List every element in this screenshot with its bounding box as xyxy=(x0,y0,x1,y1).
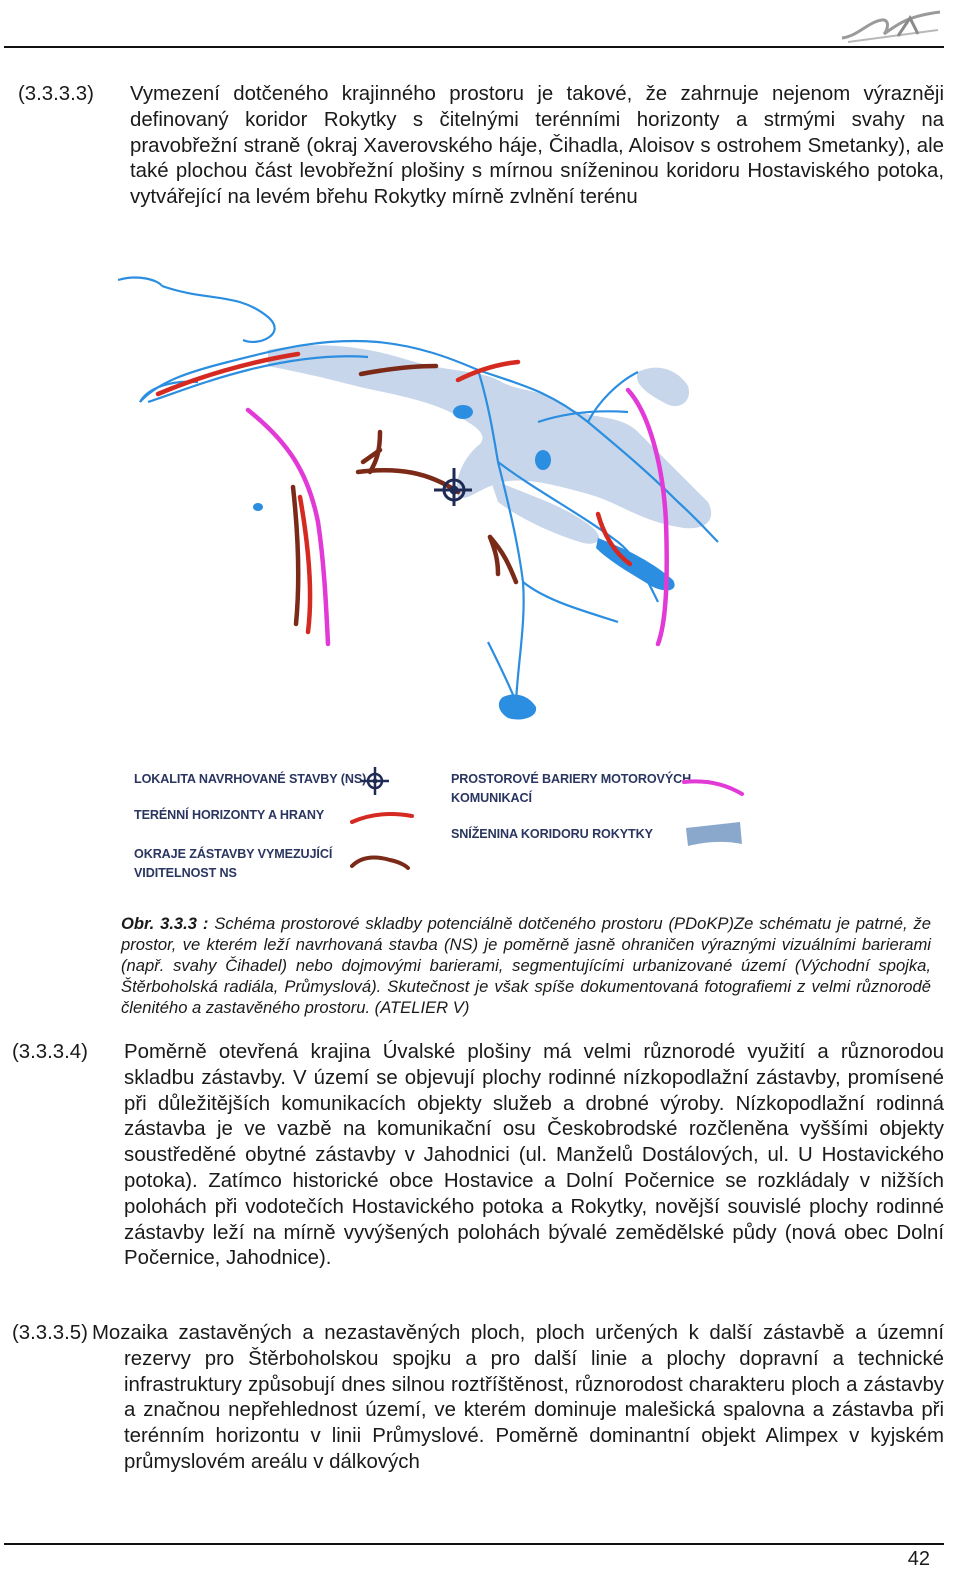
caption-text: Schéma prostorové skladby potenciálně dotčeného prostoru (PDoKP)Ze schématu je patrné, že prostor, ve kterém leží navrhovaná stavba (NS) je poměrně jasně ohraničen výraznými vizuálními barierami (např. svahy Čihadel) nebo dojmovými barierami, segmentujícími urbanizované území (Východní spojka, Štěrboholská radiála, Průmyslová). Skutečnost je však spíše dokumentovaná fotografiemi z velmi různorodě členitého a zastavěného prostoru. (ATELIER V) xyxy=(121,914,931,1017)
section-3-3-3-3 xyxy=(18,82,944,211)
atelier-v-logo-icon xyxy=(838,8,944,46)
section-3-3-3-5 xyxy=(12,1321,944,1476)
site-marker-legend-icon xyxy=(360,766,390,796)
caption-label: Obr. 3.3.3 : xyxy=(121,914,209,933)
header-rule xyxy=(4,46,944,48)
section-text: Vymezení dotčeného krajinného prostoru je takové, že zahrnuje nejenom výrazněji definovaný koridor Rokytky s čitelnými terénními horizonty a strmými svahy na pravobřežní straně (okraj Xaverovského háje, Čihadla, Aloisov s ostrohem Smetanky), ale také plochou část levobřežní plošiny s mírnou sníženinou koridoru Hostaviského potoka, vytvářející na levém břehu Rokytky mírně zvlnění terénu xyxy=(130,83,944,209)
legend-horizons-label: TERÉNNÍ HORIZONTY A HRANY xyxy=(134,808,325,822)
legend-depression-label: SNÍŽENINA KORIDORU ROKYTKY xyxy=(451,827,653,841)
section-text: Poměrně otevřená krajina Úvalské plošiny má velmi různorodé využití a různorodou skladbu zástavby. V území se objevují plochy rodinné nízkopodlažní zástavby, promísené při důležitějších komunikacích objekty služeb a drobné výroby. Nízkopodlažní rodinná zástavba je ve vazbě na komunikační osu Českobrodské rozčleněna vyššími objekty soustředěné obytné zástavby v Jahodnici (ul. Manželů Dostálových, ul. U Hostavického potoka). Zatímco historické obce Hostavice a Dolní Počernice se rozkládaly v nižších polohách při vodotečích Hostavického potoka a Rokytky, novější souvislé plochy rodinné zástavby leží na mírně vyvýšených polohách bývalé zemědělské půdy (nová obec Dolní Počernice, Jahodnice). xyxy=(124,1041,944,1270)
section-number: (3.3.3.3) xyxy=(18,83,94,105)
section-number: (3.3.3.5) xyxy=(12,1322,88,1344)
horizon-legend-icon xyxy=(350,808,414,828)
legend-edges-label-2: VIDITELNOST NS xyxy=(134,866,237,880)
footer-rule xyxy=(4,1543,944,1545)
section-3-3-3-4 xyxy=(12,1040,944,1272)
figure-caption xyxy=(121,913,931,1018)
depression-legend-icon xyxy=(684,818,744,848)
legend-site-label: LOKALITA NAVRHOVANÉ STAVBY (NS) xyxy=(134,772,367,786)
legend-edges-label-1: OKRAJE ZÁSTAVBY VYMEZUJÍCÍ xyxy=(134,847,333,861)
landscape-scheme-map xyxy=(118,262,738,724)
barrier-legend-icon xyxy=(682,776,744,800)
section-number: (3.3.3.4) xyxy=(12,1041,88,1063)
section-text: Mozaika zastavěných a nezastavěných ploch, ploch určených k další zástavbě a územní rezervy pro Štěrboholskou spojku a pro další linie a plochy dopravní a technické infrastruktury způsobují dnes silnou roztříštěnost, různorodost charakteru ploch a zástavby a značnou nepřehlednost území, ve kterém dominuje malešická spalovna a zástavba při terénním horizontu v linii Průmyslové. Poměrně dominantní objekt Alimpex v kyjském průmyslovém areálu v dálkových xyxy=(91,1322,944,1473)
terrain-horizons xyxy=(158,354,630,632)
edge-legend-icon xyxy=(350,852,410,872)
page-number: 42 xyxy=(907,1548,930,1570)
legend-barriers-label-2: KOMUNIKACÍ xyxy=(451,791,532,805)
legend-barriers-label-1: PROSTOROVÉ BARIERY MOTOROVÝCH xyxy=(451,772,692,786)
